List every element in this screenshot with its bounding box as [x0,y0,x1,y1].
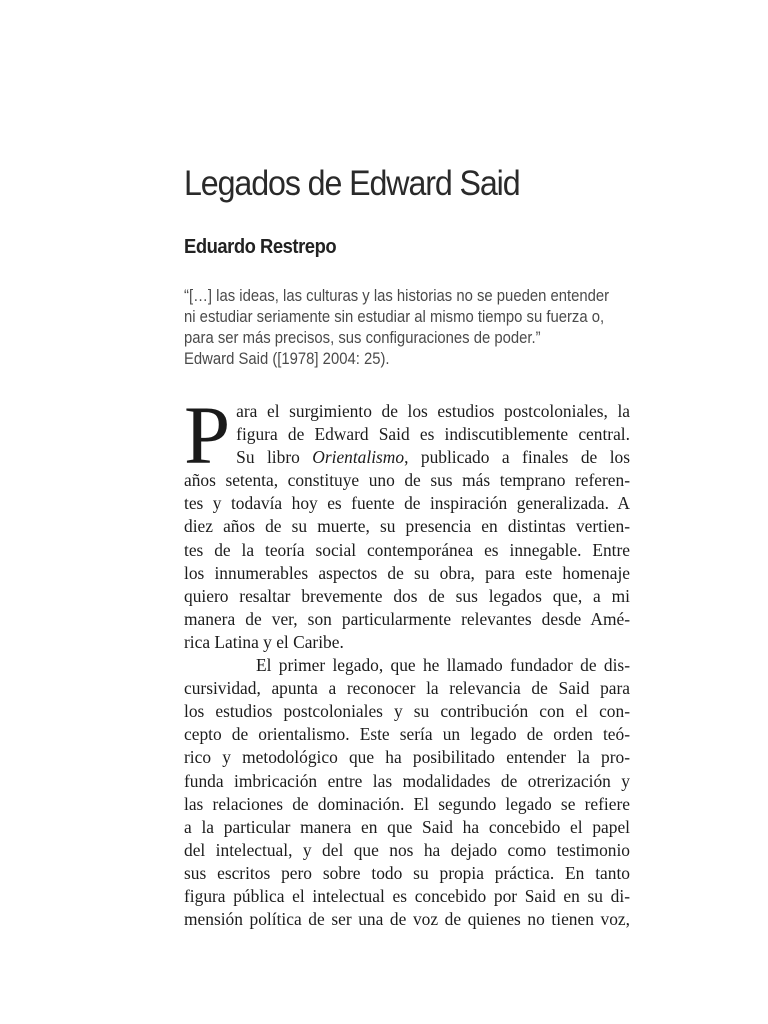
epigraph-line: para ser más precisos, sus configuraciones de poder.” [184,329,541,347]
body-line: mensión política de ser una de voz de quienes no tienen voz, [184,909,630,930]
body-line: El primer legado, que he llamado fundador de dis- [256,655,630,676]
body-line: funda imbricación entre las modalidades de otrerización y [184,770,630,791]
body-line: sus escritos pero sobre todo su propia práctica. En tanto [184,862,630,883]
article-body [184,400,630,945]
body-line: manera de ver, son particularmente relevantes desde Amé- [184,608,630,629]
body-line: los estudios postcoloniales y su contribución con el con- [184,701,630,722]
body-paragraph-2 [184,654,630,931]
epigraph-line: “[…] las ideas, las culturas y las historias no se pueden entender [184,287,610,305]
body-line: figura de Edward Said es indiscutiblemente central. [236,424,630,445]
body-line: tes de la teoría social contemporánea es innegable. Entre [184,539,630,560]
body-line: tes y todavía hoy es fuente de inspiración generalizada. A [184,493,630,514]
body-line: ara el surgimiento de los estudios postcoloniales, la [236,401,630,421]
body-line: del intelectual, y del que nos ha dejado como testimonio [184,839,630,860]
article-title: Legados de Edward Said [184,164,520,203]
body-line: las relaciones de dominación. El segundo legado se refiere [184,793,630,814]
epigraph-line: ni estudiar seriamente sin estudiar al mismo tiempo su fuerza o, [184,308,605,326]
body-text-segment: Su libro [236,447,313,468]
article-author: Eduardo Restrepo [184,236,337,258]
body-line: años setenta, constituye uno de sus más temprano referen- [184,470,630,491]
body-line: cepto de orientalismo. Este sería un legado de orden teó- [184,724,630,745]
body-paragraph-1 [184,400,630,654]
epigraph-attribution: Edward Said ([1978] 2004: 25). [184,350,390,368]
body-text-segment: , publicado a finales de los [404,447,630,468]
body-line: los innumerables aspectos de su obra, para este homenaje [184,562,630,583]
body-line: a la particular manera en que Said ha concebido el papel [184,816,630,837]
body-line: diez años de su muerte, su presencia en distintas vertien- [184,516,630,537]
body-line: figura pública el intelectual es concebido por Said en su di- [184,885,630,906]
body-line [184,446,630,469]
body-line: rica Latina y el Caribe. [184,631,344,652]
body-line: rico y metodológico que ha posibilitado entender la pro- [184,747,630,768]
body-line: quiero resaltar brevemente dos de sus legados que, a mi [184,585,630,606]
body-line: cursividad, apunta a reconocer la relevancia de Said para [184,678,630,699]
book-title: Orientalismo [312,447,405,468]
drop-cap: P [184,400,231,481]
epigraph-quote [184,286,634,370]
